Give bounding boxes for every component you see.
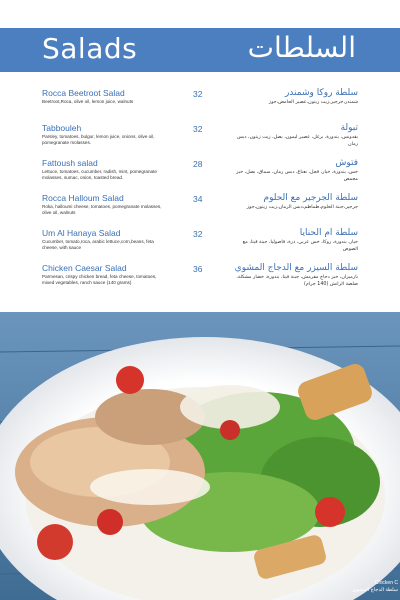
item-desc-ar: بقدونس، بندورة، برغل، عصير ليمون، بصل، زيت زيتون، دبس رمان <box>236 135 358 147</box>
item-price: 32 <box>193 124 203 134</box>
item-name-ar: سلطة روكا وشمندر <box>284 88 358 98</box>
photo-caption <box>352 580 398 594</box>
photo-caption-en: Chicken C <box>374 580 398 586</box>
menu-item[interactable] <box>0 228 400 263</box>
item-desc-en: Cucumber, tomato,roca, arabic lettuce,corn,beans, feta cheese, with sauce <box>42 239 154 250</box>
item-desc-en: Parsley, tomatoes, bulgur, lemon juice, onions, olive oil, pomegranate molasses. <box>42 134 155 145</box>
item-name-ar: تبولة <box>340 123 358 133</box>
header-banner <box>0 28 400 72</box>
item-name-en: Chicken Caesar Salad <box>42 263 127 273</box>
menu-item[interactable] <box>0 123 400 158</box>
item-desc-ar: خس، بندورة، خيار، فجل، نعناع، دبس رمان، سماق، بصل، خبز محمص <box>236 170 358 182</box>
item-desc-ar: خيار، بندورة، روكا، خس عربي، ذرة، فاصوليا، جبنة فيتا، مع الصوص <box>242 240 358 252</box>
menu-item[interactable] <box>0 88 400 123</box>
item-name-ar: سلطة السيزر مع الدجاج المشوي <box>234 263 358 273</box>
item-name-en: Rocca Halloum Salad <box>42 193 124 203</box>
menu-item[interactable] <box>0 263 400 298</box>
item-name-ar: سلطة الجرجير مع الحلوم <box>263 193 358 203</box>
menu-item[interactable] <box>0 158 400 193</box>
item-price: 28 <box>193 159 203 169</box>
salad-photo <box>0 312 400 600</box>
item-desc-ar: بارميزان، خبز دجاج مقرمش، جبنة فيتا، بندورة، خضار مشكلة، صلصة الرانش (140 جرام) <box>236 275 358 287</box>
item-name-ar: سلطة ام الحنايا <box>299 228 358 238</box>
item-desc-en: Lettuce, tomatoes, cucumber, radish, mint, pomegranate molasses, sumac, onion, toasted bread. <box>42 169 157 180</box>
item-price: 34 <box>193 194 203 204</box>
page-title-ar: السلطات <box>247 31 356 64</box>
item-name-ar: فتوش <box>335 158 358 168</box>
menu-item[interactable] <box>0 193 400 228</box>
item-desc-ar: شمندر،جرجير،زيت زيتون،عصير الحامض،جوز <box>268 100 358 105</box>
item-name-en: Rocca Beetroot Salad <box>42 88 125 98</box>
menu-list <box>0 88 400 298</box>
item-price: 32 <box>193 229 203 239</box>
photo-caption-ar: سلطة الدجاج المشوي <box>352 587 398 593</box>
item-price: 32 <box>193 89 203 99</box>
item-desc-en: Roka, halloumi cheese, tomatoes, pomegranate molasses, olive oil, walnuts <box>42 204 162 215</box>
item-name-en: Tabbouleh <box>42 123 82 133</box>
item-desc-ar: جرجير،جبنة الحلوم،طماطم،دبس الرمان،زيت زيتون،جوز <box>246 205 358 210</box>
page-title-en: Salads <box>42 32 138 65</box>
item-name-en: Um Al Hanaya Salad <box>42 228 121 238</box>
item-price: 36 <box>193 264 203 274</box>
item-name-en: Fattoush salad <box>42 158 98 168</box>
item-desc-en: Beetroot,Roca, olive oil, lemon juice, walnuts <box>42 99 134 104</box>
item-desc-en: Parmesan, crispy chicken bread, feta cheese, tomatoes, mixed vegetables, ranch sauce (140 grams) <box>42 274 157 285</box>
